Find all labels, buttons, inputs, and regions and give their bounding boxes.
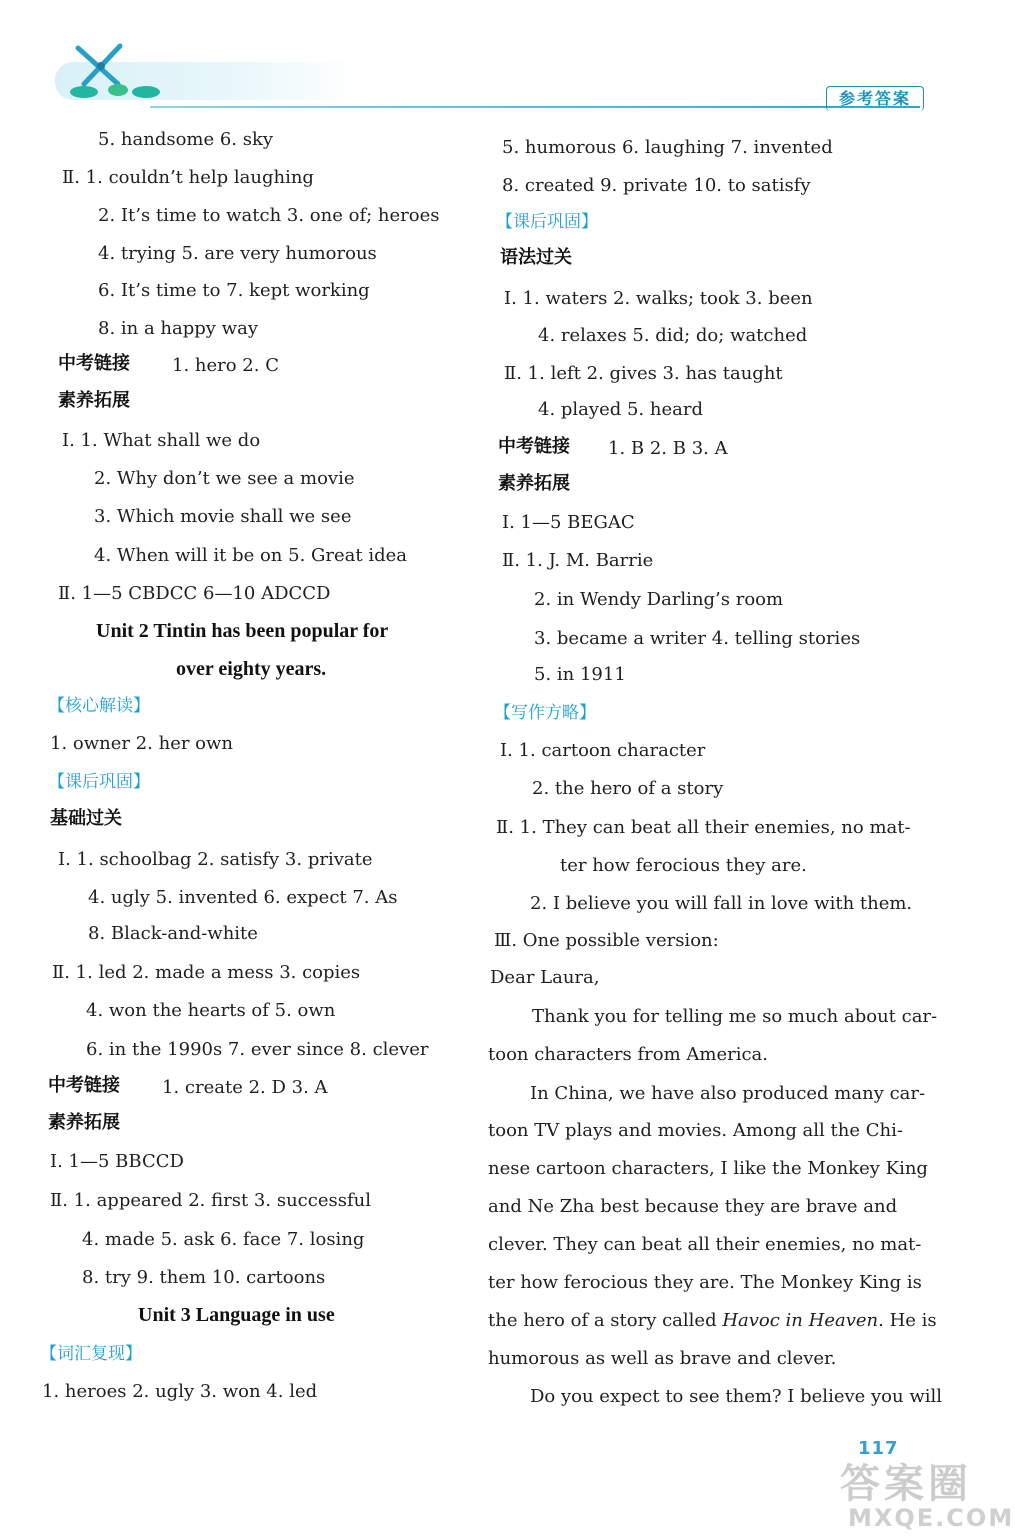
answer-line: Ⅰ. 1—5 BEGAC	[502, 512, 635, 533]
answer-line: 3. Which movie shall we see	[94, 506, 352, 527]
letter-paragraph: nese cartoon characters, I like the Monkey King	[488, 1158, 928, 1179]
answer-line: 8. in a happy way	[98, 318, 258, 339]
answer-line: 1. create 2. D 3. A	[162, 1077, 328, 1098]
answer-line: Ⅰ. 1. waters 2. walks; took 3. been	[504, 288, 813, 309]
answer-line: 5. handsome 6. sky	[98, 129, 274, 150]
unit-title: over eighty years.	[176, 658, 327, 680]
windmill-logo-icon	[58, 40, 168, 102]
watermark-url: MXQE.COM	[848, 1504, 1015, 1532]
answer-line: 1. B 2. B 3. A	[608, 438, 728, 459]
letter-paragraph: and Ne Zha best because they are brave and	[488, 1196, 898, 1217]
page-number: 117	[858, 1438, 899, 1459]
section-tag: 【词汇复现】	[40, 1344, 142, 1364]
section-tag: 【课后巩固】	[496, 212, 598, 232]
section-heading: 中考链接	[498, 436, 570, 457]
header-rule	[150, 106, 920, 108]
answer-line: 8. Black-and-white	[88, 923, 258, 944]
answer-line: 2. It’s time to watch 3. one of; heroes	[98, 205, 440, 226]
answer-line: Ⅰ. 1. What shall we do	[62, 430, 261, 451]
letter-paragraph: clever. They can beat all their enemies, no mat-	[488, 1234, 922, 1255]
section-heading: 素养拓展	[48, 1112, 120, 1133]
section-label: 参考答案	[826, 86, 924, 111]
answer-line: Ⅱ. 1. They can beat all their enemies, no mat-	[496, 817, 911, 838]
section-heading: 基础过关	[50, 808, 122, 829]
section-heading: 素养拓展	[58, 390, 130, 411]
unit-title: Unit 3 Language in use	[138, 1304, 335, 1326]
answer-line: Ⅱ. 1. J. M. Barrie	[502, 550, 654, 571]
letter-paragraph: toon TV plays and movies. Among all the Chi-	[488, 1120, 903, 1141]
answer-line: 4. ugly 5. invented 6. expect 7. As	[88, 887, 398, 908]
answer-line: 2. the hero of a story	[532, 778, 724, 799]
answer-line: Ⅱ. 1. couldn’t help laughing	[62, 167, 314, 188]
answer-line: Ⅱ. 1—5 CBDCC 6—10 ADCCD	[58, 583, 331, 604]
unit-title: Unit 2 Tintin has been popular for	[96, 620, 389, 642]
section-tag: 【课后巩固】	[48, 772, 150, 792]
answer-line: 4. won the hearts of 5. own	[86, 1000, 336, 1021]
watermark	[840, 1452, 1015, 1536]
answer-line: Ⅰ. 1. cartoon character	[500, 740, 706, 761]
answer-line: 2. Why don’t we see a movie	[94, 468, 355, 489]
answer-line: ter how ferocious they are.	[560, 855, 807, 876]
answer-line: Dear Laura,	[490, 967, 600, 988]
section-tag: 【写作方略】	[494, 703, 596, 723]
answer-line: 1. hero 2. C	[172, 355, 279, 376]
answer-line: 4. When will it be on 5. Great idea	[94, 545, 407, 566]
letter-paragraph: ter how ferocious they are. The Monkey King is	[488, 1272, 922, 1293]
answer-line: Ⅰ. 1—5 BBCCD	[50, 1151, 184, 1172]
letter-paragraph: Thank you for telling me so much about car-	[532, 1006, 938, 1027]
answer-line: 1. heroes 2. ugly 3. won 4. led	[42, 1381, 318, 1402]
letter-paragraph: humorous as well as brave and clever.	[488, 1348, 837, 1369]
answer-line: 4. played 5. heard	[538, 399, 703, 420]
answer-line: 8. created 9. private 10. to satisfy	[502, 175, 811, 196]
answer-line: Ⅱ. 1. left 2. gives 3. has taught	[504, 363, 783, 384]
answer-line: 4. relaxes 5. did; do; watched	[538, 325, 808, 346]
letter-paragraph: Do you expect to see them? I believe you will	[530, 1386, 943, 1407]
section-heading: 中考链接	[58, 353, 130, 374]
answer-line: Ⅱ. 1. appeared 2. first 3. successful	[50, 1190, 371, 1211]
answer-line: 2. in Wendy Darling’s room	[534, 589, 784, 610]
answer-line: 8. try 9. them 10. cartoons	[82, 1267, 326, 1288]
story-title: Havoc in Heaven	[722, 1310, 879, 1331]
answer-line: 1. owner 2. her own	[50, 733, 234, 754]
letter-paragraph: toon characters from America.	[488, 1044, 769, 1065]
answer-line: 5. in 1911	[534, 664, 626, 685]
answer-line: 4. made 5. ask 6. face 7. losing	[82, 1229, 365, 1250]
section-heading: 中考链接	[48, 1075, 120, 1096]
section-heading: 素养拓展	[498, 473, 570, 494]
letter-paragraph: In China, we have also produced many car-	[530, 1083, 926, 1104]
answer-line: 2. I believe you will fall in love with them.	[530, 893, 913, 914]
answer-line: 6. It’s time to 7. kept working	[98, 280, 370, 301]
letter-paragraph: the hero of a story called Havoc in Heaven. He is	[488, 1310, 937, 1331]
answer-line: Ⅱ. 1. led 2. made a mess 3. copies	[52, 962, 361, 983]
section-tag: 【核心解读】	[48, 696, 150, 716]
answer-line: 3. became a writer 4. telling stories	[534, 628, 861, 649]
answer-line: Ⅲ. One possible version:	[494, 930, 719, 951]
answer-line: 5. humorous 6. laughing 7. invented	[502, 137, 833, 158]
section-heading: 语法过关	[500, 247, 572, 268]
answer-line: 6. in the 1990s 7. ever since 8. clever	[86, 1039, 429, 1060]
answer-line: Ⅰ. 1. schoolbag 2. satisfy 3. private	[58, 849, 373, 870]
answer-line: 4. trying 5. are very humorous	[98, 243, 377, 264]
watermark-logo: 答案圈	[840, 1461, 972, 1507]
